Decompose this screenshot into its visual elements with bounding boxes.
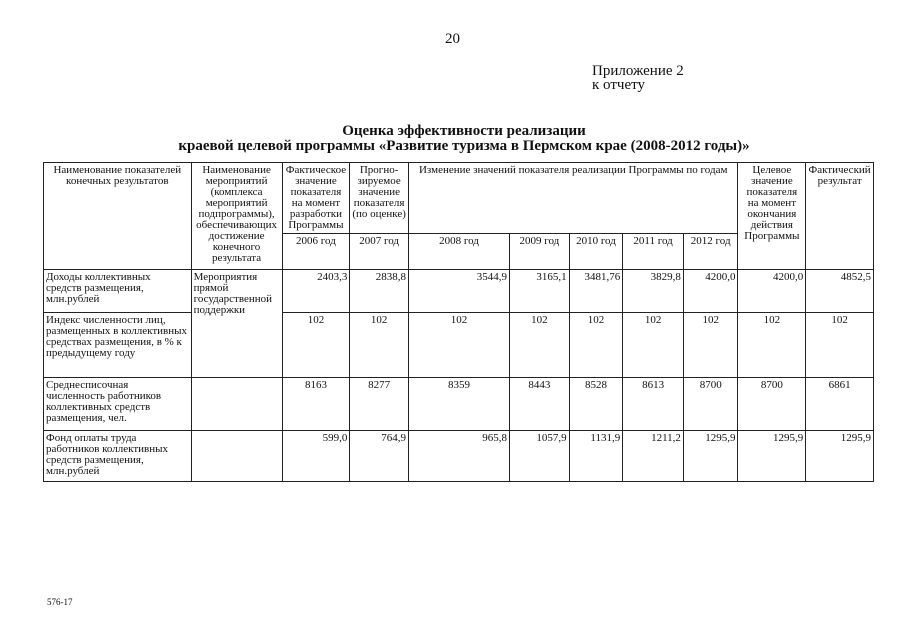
value-2010: 102 (569, 313, 623, 378)
indicator-name: Фонд оплаты труда работников коллективных средств размещения, млн.рублей (44, 431, 192, 482)
target-value: 8700 (738, 378, 806, 431)
value-2006: 8163 (282, 378, 350, 431)
table-row (44, 431, 874, 482)
title-line-1: Оценка эффективности реализации (342, 123, 586, 139)
result-value: 4852,5 (806, 270, 874, 313)
value-2007: 764,9 (350, 431, 409, 482)
year-2011: 2011 год (623, 234, 684, 270)
event-empty (191, 378, 282, 431)
value-2009: 1057,9 (510, 431, 570, 482)
value-2006: 102 (282, 313, 350, 378)
year-2009: 2009 год (510, 234, 570, 270)
value-2007: 8277 (350, 378, 409, 431)
value-2010: 1131,9 (569, 431, 623, 482)
value-2007: 2838,8 (350, 270, 409, 313)
header-forecast: Прогно-зируемое значение показателя (по оценке) (350, 163, 409, 234)
appendix-label (592, 64, 684, 92)
value-2010: 3481,76 (569, 270, 623, 313)
table-row (44, 270, 874, 313)
result-value: 6861 (806, 378, 874, 431)
indicator-name: Индекс численности лиц, размещенных в коллективных средствах размещения, в % к предыдущему году (44, 313, 192, 378)
target-value: 1295,9 (738, 431, 806, 482)
header-row (44, 163, 874, 234)
indicator-name: Доходы коллективных средств размещения, млн.рублей (44, 270, 192, 313)
year-2012: 2012 год (683, 234, 738, 270)
value-2010: 8528 (569, 378, 623, 431)
event-name: Мероприятия прямой государственной поддержки (191, 270, 282, 378)
value-2008: 3544,9 (408, 270, 509, 313)
header-event: Наименование мероприятий (комплекса мероприятий подпрограммы), обеспечивающих достижение конечного результата (191, 163, 282, 270)
header-indicator: Наименование показателей конечных результатов (44, 163, 192, 270)
value-2012: 102 (683, 313, 738, 378)
value-2009: 102 (510, 313, 570, 378)
value-2006: 2403,3 (282, 270, 350, 313)
appendix-line-2: к отчету (592, 77, 645, 93)
document-title (0, 124, 905, 154)
value-2011: 3829,8 (623, 270, 684, 313)
target-value: 102 (738, 313, 806, 378)
table-row (44, 313, 874, 378)
value-2009: 3165,1 (510, 270, 570, 313)
value-2007: 102 (350, 313, 409, 378)
indicator-name: Среднесписочная численность работников коллективных средств размещения, чел. (44, 378, 192, 431)
value-2012: 8700 (683, 378, 738, 431)
value-2012: 4200,0 (683, 270, 738, 313)
header-change-by-year: Изменение значений показателя реализации Программы по годам (408, 163, 738, 234)
value-2012: 1295,9 (683, 431, 738, 482)
year-2010: 2010 год (569, 234, 623, 270)
value-2011: 102 (623, 313, 684, 378)
year-2006: 2006 год (282, 234, 350, 270)
value-2009: 8443 (510, 378, 570, 431)
value-2008: 965,8 (408, 431, 509, 482)
document-code: 576-17 (47, 597, 73, 607)
value-2008: 8359 (408, 378, 509, 431)
header-actual-dev: Фактическое значение показателя на момент разработки Программы (282, 163, 350, 234)
target-value: 4200,0 (738, 270, 806, 313)
result-value: 102 (806, 313, 874, 378)
header-target: Целевое значение показателя на момент окончания действия Программы (738, 163, 806, 270)
table-row (44, 378, 874, 431)
year-2008: 2008 год (408, 234, 509, 270)
event-empty (191, 431, 282, 482)
page-number: 20 (445, 31, 460, 47)
value-2008: 102 (408, 313, 509, 378)
value-2006: 599,0 (282, 431, 350, 482)
effectiveness-table (43, 162, 874, 482)
header-result: Фактический результат (806, 163, 874, 270)
title-line-2: краевой целевой программы «Развитие туризма в Пермском крае (2008-2012 годы)» (178, 138, 750, 154)
appendix-line-1: Приложение 2 (592, 63, 684, 79)
year-2007: 2007 год (350, 234, 409, 270)
value-2011: 8613 (623, 378, 684, 431)
result-value: 1295,9 (806, 431, 874, 482)
value-2011: 1211,2 (623, 431, 684, 482)
